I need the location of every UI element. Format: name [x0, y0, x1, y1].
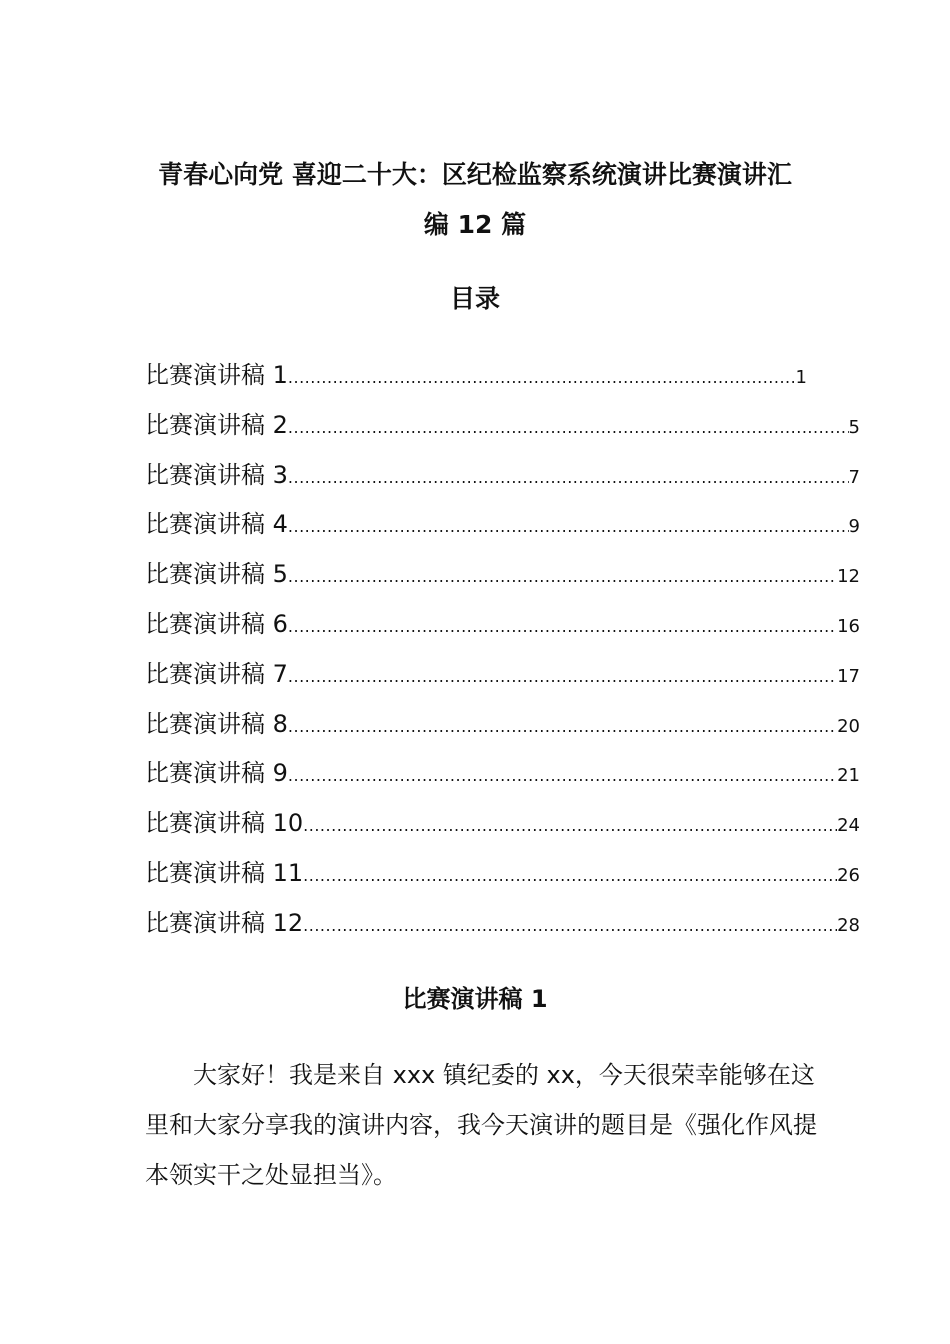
- toc-entry-label: 比赛演讲稿 3: [145, 460, 288, 489]
- toc-page-number: 28: [837, 914, 860, 936]
- toc-page-number: 1: [795, 367, 807, 388]
- toc-entry-label: 比赛演讲稿 1: [145, 361, 288, 389]
- toc-page-number: 16: [837, 615, 860, 637]
- toc-dot-leader: [288, 610, 837, 644]
- toc-entry[interactable]: [145, 458, 860, 508]
- toc-entry-label: 比赛演讲稿 10: [145, 809, 304, 838]
- toc-entry[interactable]: [145, 806, 860, 856]
- toc-dot-leader: [303, 859, 837, 893]
- toc-dot-leader: [288, 361, 796, 395]
- toc-page-number: 5: [848, 416, 860, 438]
- body-paragraph-text: 大家好！我是来自 xxx 镇纪委的 xx，今天很荣幸能够在这里和大家分享我的演讲内容，我今天演讲的题目是《强化作风提本领实干之处显担当》。: [145, 1061, 817, 1189]
- toc-entry[interactable]: [145, 507, 860, 557]
- document-title-line2: 编 12 篇: [423, 210, 527, 239]
- toc-dot-leader: [303, 909, 837, 943]
- toc-dot-leader: [288, 461, 849, 495]
- toc-entry[interactable]: [145, 358, 807, 408]
- toc-page-number: 17: [837, 665, 860, 687]
- toc-entry[interactable]: [145, 707, 860, 757]
- toc-entry-label: 比赛演讲稿 7: [145, 659, 288, 688]
- toc-entry-label: 比赛演讲稿 9: [145, 759, 288, 788]
- toc-dot-leader: [288, 660, 837, 694]
- body-paragraph: [145, 1050, 825, 1200]
- toc-entry[interactable]: [145, 408, 860, 458]
- toc-entry-label: 比赛演讲稿 6: [145, 609, 288, 638]
- toc-page-number: 20: [837, 715, 860, 737]
- toc-entry-label: 比赛演讲稿 12: [145, 908, 304, 937]
- toc-dot-leader: [288, 560, 837, 594]
- toc-page-number: 12: [837, 566, 860, 588]
- toc-page-number: 26: [837, 864, 860, 886]
- toc-entry[interactable]: [145, 906, 860, 956]
- toc-entry[interactable]: [145, 756, 860, 806]
- toc-dot-leader: [288, 710, 837, 744]
- toc-dot-leader: [303, 809, 837, 843]
- section-heading: 比赛演讲稿 1: [402, 985, 548, 1013]
- toc-page-number: 7: [848, 466, 860, 488]
- toc-entry-label: 比赛演讲稿 8: [145, 709, 288, 738]
- toc-entry-label: 比赛演讲稿 5: [145, 560, 288, 589]
- toc-entry[interactable]: [145, 657, 860, 707]
- toc-dot-leader: [288, 510, 849, 544]
- toc-entry-label: 比赛演讲稿 2: [145, 410, 288, 439]
- toc-entry[interactable]: [145, 607, 860, 657]
- toc-entry-label: 比赛演讲稿 4: [145, 510, 288, 539]
- table-of-contents: [145, 358, 860, 956]
- toc-dot-leader: [288, 759, 837, 793]
- toc-page-number: 21: [837, 765, 860, 787]
- document-title-line1: 青春心向党 喜迎二十大：区纪检监察系统演讲比赛演讲汇: [158, 160, 792, 189]
- toc-entry[interactable]: [145, 557, 860, 607]
- toc-dot-leader: [288, 411, 849, 445]
- toc-entry[interactable]: [145, 856, 860, 906]
- toc-heading: 目录: [449, 284, 500, 313]
- toc-entry-label: 比赛演讲稿 11: [145, 858, 304, 887]
- toc-page-number: 9: [848, 516, 860, 538]
- toc-page-number: 24: [837, 815, 860, 837]
